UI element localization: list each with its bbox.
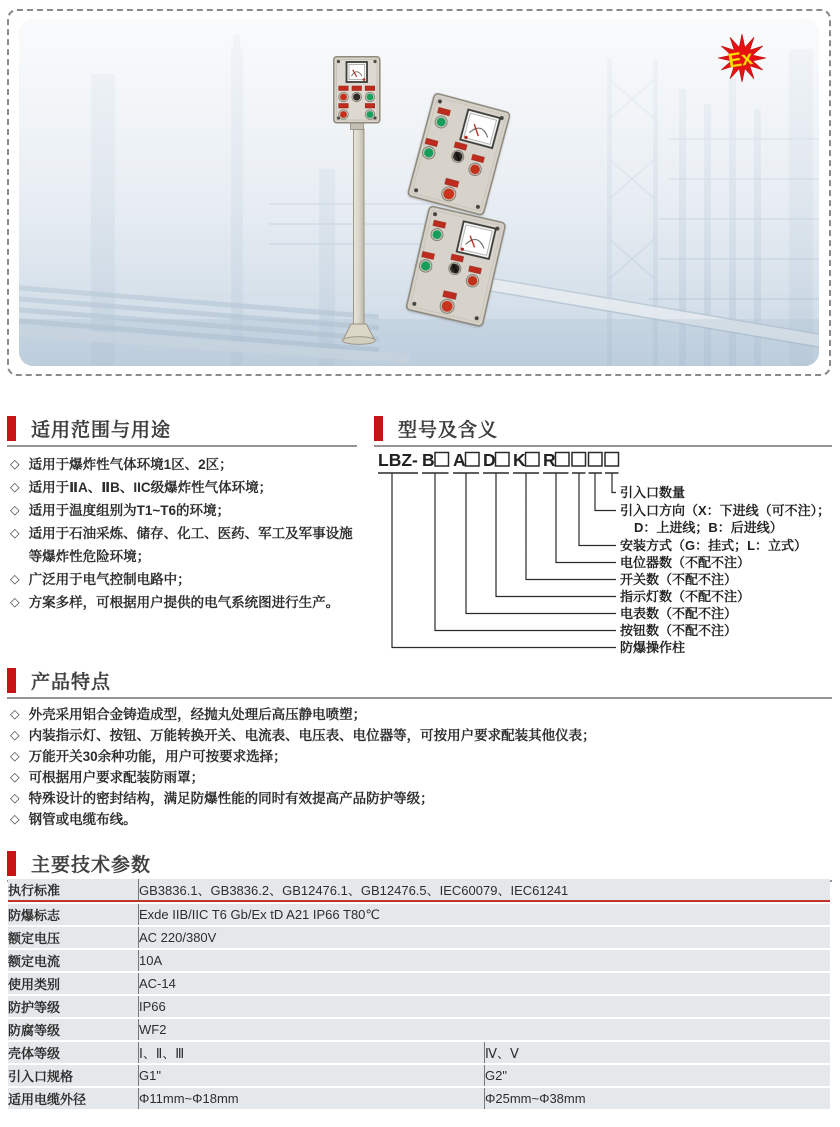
spec-value: Φ11mm~Φ18mm (138, 1088, 484, 1109)
spec-label: 执行标准 (8, 879, 138, 902)
diagram-label: 按钮数（不配不注） (620, 623, 738, 638)
section-title: 主要技术参数 (31, 854, 152, 876)
diamond-bullet-icon: ◇ (10, 728, 20, 742)
panel-meter (457, 221, 496, 259)
spec-label: 适用电缆外径 (8, 1088, 138, 1109)
usage-list (10, 453, 362, 614)
product-photo-frame (7, 9, 831, 376)
diamond-bullet-icon: ◇ (10, 770, 20, 784)
red-accent-bar (374, 416, 383, 441)
list-item (10, 522, 362, 568)
list-item-text: 内装指示灯、按钮、万能转换开关、电流表、电压表、电位器等，可按用户要求配装其他仪表； (28, 728, 596, 743)
section-header-usage (7, 411, 357, 447)
spec-value: G1" (138, 1065, 484, 1086)
model-code-letter: A (453, 450, 466, 470)
table-row (8, 927, 830, 948)
pole (354, 129, 365, 325)
spec-label: 壳体等级 (8, 1042, 138, 1063)
spec-label: 额定电流 (8, 950, 138, 971)
list-item (10, 499, 362, 522)
diamond-bullet-icon: ◇ (10, 707, 20, 721)
ex-logo-text: Ex (726, 46, 755, 73)
list-item (10, 746, 830, 767)
diagram-label: 安装方式（G：挂式；L：立式） (620, 538, 808, 553)
spec-label: 防护等级 (8, 996, 138, 1017)
diagram-label: 电表数（不配不注） (620, 606, 738, 621)
section-header-model (374, 411, 832, 447)
model-code-letter: K (513, 450, 526, 470)
spec-value: Ⅰ、Ⅱ、Ⅲ (138, 1042, 484, 1063)
diamond-bullet-icon: ◇ (10, 480, 20, 494)
spec-value: Exde IIB/IIC T6 Gb/Ex tD A21 IP66 T80℃ (138, 904, 830, 925)
diagram-label: 防爆操作柱 (620, 640, 686, 655)
table-row (8, 879, 830, 902)
diamond-bullet-icon: ◇ (10, 749, 20, 763)
spec-value-2: Ⅳ、Ⅴ (484, 1042, 830, 1063)
list-item (10, 725, 830, 746)
red-accent-bar (7, 851, 16, 876)
section-title: 型号及含义 (398, 419, 499, 441)
diamond-bullet-icon: ◇ (10, 457, 20, 471)
list-item-text: 特殊设计的密封结构，满足防爆性能的同时有效提高产品防护等级； (28, 791, 434, 806)
list-item (10, 476, 362, 499)
diamond-bullet-icon: ◇ (10, 572, 20, 586)
list-item (10, 767, 830, 788)
red-button (340, 94, 347, 101)
spec-value: IP66 (138, 996, 830, 1017)
green-button (367, 111, 374, 118)
model-code-letter: R (543, 450, 556, 470)
list-item-text: 适用于爆炸性气体环境1区、2区； (28, 457, 233, 472)
control-station-pole-image (333, 55, 393, 350)
list-item-text: 外壳采用铝合金铸造成型，经抛丸处理后高压静电喷塑； (28, 707, 367, 722)
black-knob (353, 93, 360, 100)
table-row (8, 996, 830, 1017)
panel-meter (347, 62, 368, 82)
list-item-text: 广泛用于电气控制电路中； (28, 572, 191, 587)
connector-lines (392, 473, 616, 648)
diamond-bullet-icon: ◇ (10, 526, 20, 540)
red-button (340, 111, 347, 118)
diamond-bullet-icon: ◇ (10, 595, 20, 609)
list-item-text: 适用于ⅡA、ⅡB、IIC级爆炸性气体环境； (28, 480, 273, 495)
diagram-label: 引入口数量 (620, 485, 686, 500)
list-item (10, 788, 830, 809)
spec-value-2: Φ25mm~Φ38mm (484, 1088, 830, 1109)
list-item (10, 568, 362, 591)
section-header-features (7, 663, 832, 699)
table-row (8, 1065, 830, 1086)
section-title: 产品特点 (31, 671, 112, 693)
list-item-text: 适用于温度组别为T1~T6的环境； (28, 503, 231, 518)
diamond-bullet-icon: ◇ (10, 812, 20, 826)
diagram-label: 开关数（不配不注） (620, 572, 738, 587)
red-accent-bar (7, 416, 16, 441)
table-row (8, 1088, 830, 1109)
spec-value: AC 220/380V (138, 927, 830, 948)
list-item-text: 可根据用户要求配装防雨罩； (28, 770, 205, 785)
spec-label: 使用类别 (8, 973, 138, 994)
spec-value-2: G2" (484, 1065, 830, 1086)
table-row (8, 1019, 830, 1040)
specs-table (8, 877, 830, 1111)
list-item (10, 453, 362, 476)
list-item-text: 钢管或电缆布线。 (28, 812, 137, 827)
ex-logo (712, 34, 772, 86)
table-row (8, 950, 830, 971)
list-item (10, 591, 362, 614)
diamond-bullet-icon: ◇ (10, 791, 20, 805)
table-row (8, 1042, 830, 1063)
section-title: 适用范围与用途 (31, 419, 172, 441)
diagram-label: 指示灯数（不配不注） (620, 589, 751, 604)
list-item-text: 方案多样，可根据用户提供的电气系统图进行生产。 (28, 595, 340, 610)
table-row (8, 973, 830, 994)
green-button (367, 94, 374, 101)
spec-label: 额定电压 (8, 927, 138, 948)
list-item (10, 704, 830, 725)
diagram-label: D：上进线；B：后进线） (634, 520, 783, 535)
spec-value: GB3836.1、GB3836.2、GB12476.1、GB12476.5、IEC60079、IEC61241 (138, 879, 830, 902)
red-accent-bar (7, 668, 16, 693)
list-item-text: 适用于石油采炼、储存、化工、医药、军工及军事设施等爆炸性危险环境； (28, 526, 353, 564)
model-code-letter: D (483, 450, 496, 470)
spec-value: 10A (138, 950, 830, 971)
spec-value: WF2 (138, 1019, 830, 1040)
diagram-label: 引入口方向（X：下进线（可不注）； (620, 503, 831, 518)
spec-label: 防腐等级 (8, 1019, 138, 1040)
features-list (10, 704, 830, 830)
spec-value: AC-14 (138, 973, 830, 994)
model-code-diagram (376, 447, 832, 659)
model-code-letter: B (422, 450, 435, 470)
list-item (10, 809, 830, 830)
model-code-prefix: LBZ- (378, 450, 418, 470)
table-row (8, 904, 830, 925)
diamond-bullet-icon: ◇ (10, 503, 20, 517)
spec-label: 防爆标志 (8, 904, 138, 925)
list-item-text: 万能开关30余种功能，用户可按要求选择； (28, 749, 287, 764)
product-photo (19, 19, 819, 366)
spec-label: 引入口规格 (8, 1065, 138, 1086)
diagram-label: 电位器数（不配不注） (620, 555, 751, 570)
